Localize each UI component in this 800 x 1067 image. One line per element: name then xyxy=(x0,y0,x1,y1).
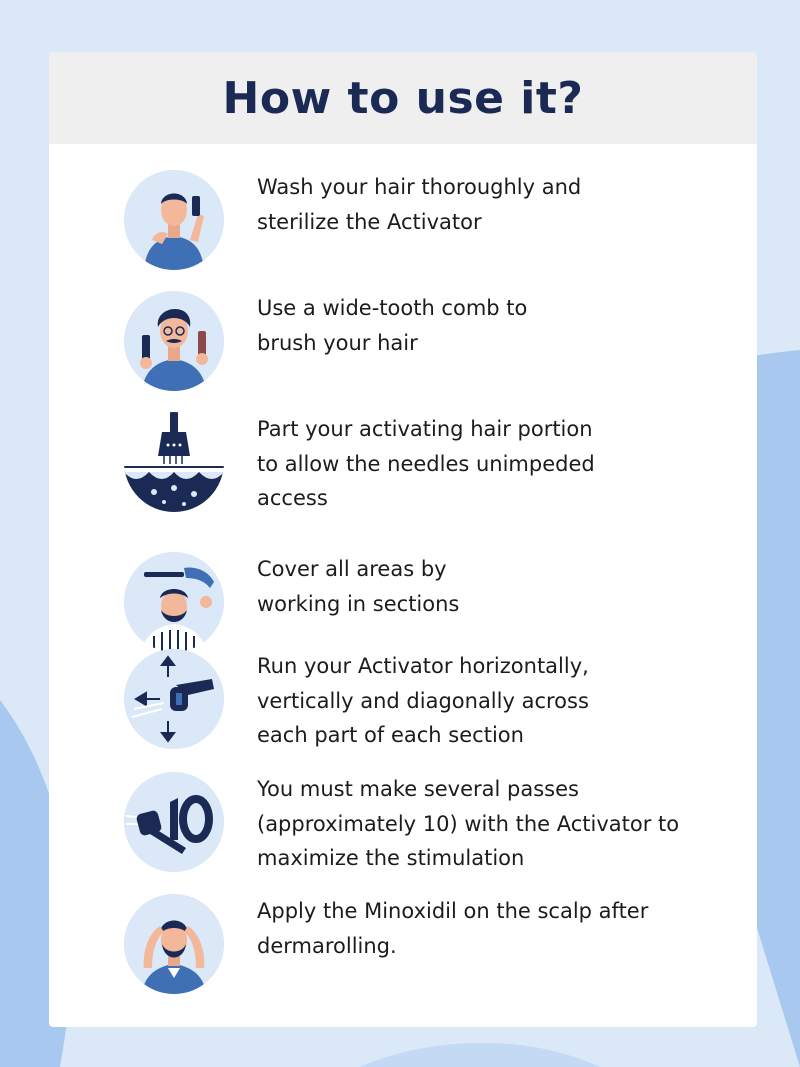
step-3 xyxy=(49,412,757,522)
man-combing-hair-icon xyxy=(124,170,224,270)
man-with-combs-icon xyxy=(124,291,224,391)
instructions-card xyxy=(49,52,757,1027)
card-header xyxy=(49,52,757,144)
step-4-text: Cover all areas by working in sections xyxy=(257,557,460,616)
page-title: How to use it? xyxy=(222,72,584,124)
barber-sectioning-hair-icon xyxy=(124,552,224,652)
step-2 xyxy=(49,291,757,401)
step-6 xyxy=(49,772,757,882)
step-5-text: Run your Activator horizontally, vertically and diagonally across each part of each section xyxy=(257,654,589,747)
roller-needles-scalp-icon xyxy=(124,412,224,512)
step-2-text: Use a wide-tooth comb to brush your hair xyxy=(257,296,528,355)
roller-directions-icon xyxy=(124,649,224,749)
step-4 xyxy=(49,552,757,662)
man-applying-minoxidil-icon xyxy=(124,894,224,994)
step-5 xyxy=(49,649,757,759)
step-7-text: Apply the Minoxidil on the scalp after dermarolling. xyxy=(257,899,649,958)
step-7 xyxy=(49,894,757,1004)
step-1 xyxy=(49,170,757,280)
step-1-text: Wash your hair thoroughly and sterilize the Activator xyxy=(257,175,582,234)
step-3-text: Part your activating hair portion to allow the needles unimpeded access xyxy=(257,417,595,510)
step-6-text: You must make several passes (approximately 10) with the Activator to maximize the stimulation xyxy=(257,777,680,870)
ten-passes-icon xyxy=(124,772,224,872)
